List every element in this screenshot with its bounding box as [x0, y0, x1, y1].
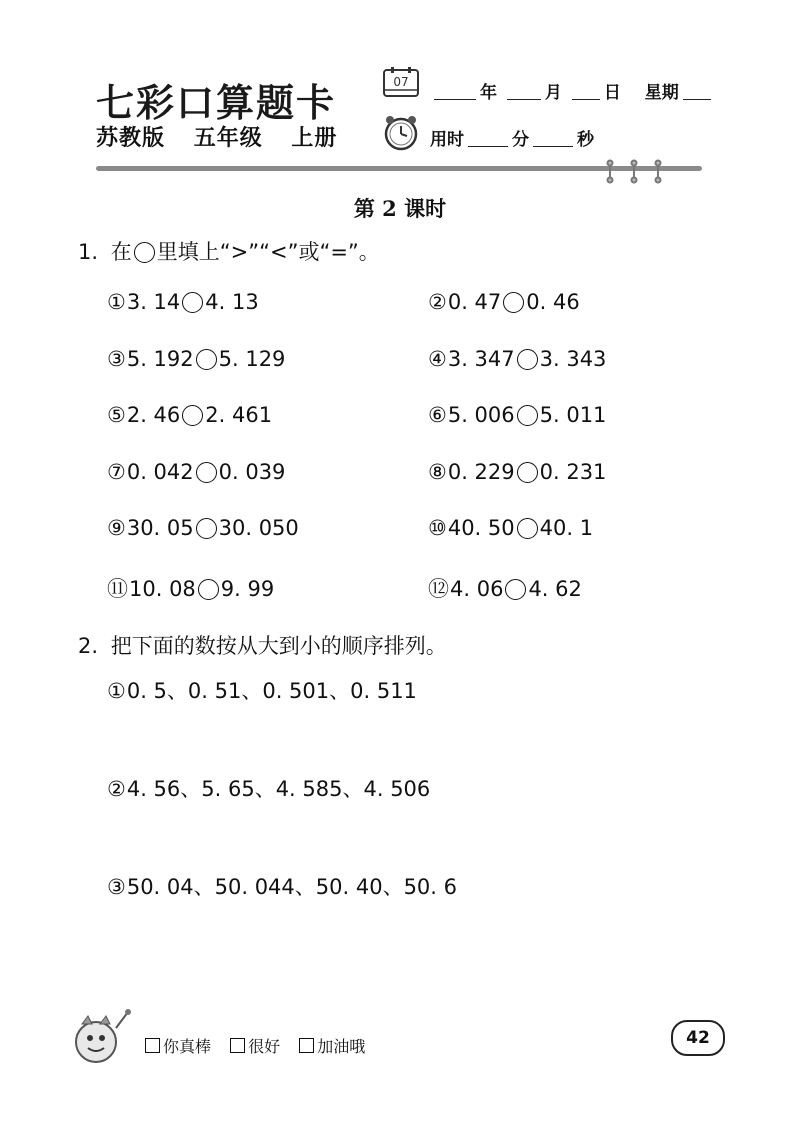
- answer-circle[interactable]: [196, 518, 217, 539]
- brand-title: 七彩口算题卡: [96, 81, 337, 125]
- answer-circle[interactable]: [517, 462, 538, 483]
- edition-grade: 五年级: [193, 126, 263, 151]
- feedback-options: [145, 1034, 379, 1057]
- circle-symbol: [134, 242, 155, 263]
- compare-item: ⑦0. 042 0. 039: [107, 459, 286, 484]
- feedback-option-great[interactable]: 你真棒: [145, 1037, 211, 1056]
- checkbox[interactable]: [230, 1038, 245, 1053]
- checkbox[interactable]: [299, 1038, 314, 1053]
- answer-circle[interactable]: [505, 579, 526, 600]
- compare-item: ⑨30. 05 30. 050: [107, 516, 299, 540]
- mascot-icon: [68, 1006, 134, 1068]
- answer-circle[interactable]: [517, 405, 538, 426]
- edition-volume: 上册: [291, 126, 338, 151]
- weekday-blank[interactable]: [683, 99, 711, 100]
- q2-item: ①0. 5、0. 51、0. 501、0. 511: [107, 679, 417, 703]
- compare-item: ⑧0. 229 0. 231: [428, 459, 607, 484]
- minutes-blank[interactable]: [468, 146, 508, 147]
- calendar-day: 07: [393, 75, 409, 89]
- answer-circle[interactable]: [182, 405, 203, 426]
- answer-circle[interactable]: [517, 349, 538, 370]
- day-blank[interactable]: [572, 99, 600, 100]
- edition-publisher: 苏教版: [96, 126, 166, 151]
- lesson-title: 第 2 课时: [353, 196, 447, 221]
- answer-circle[interactable]: [196, 349, 217, 370]
- compare-item: ⑩40. 50 40. 1: [428, 516, 594, 540]
- checkbox[interactable]: [145, 1038, 160, 1053]
- feedback-option-keep-going[interactable]: 加油哦: [299, 1037, 365, 1056]
- compare-item: ①3. 14 4. 13: [107, 290, 259, 314]
- date-fill-line: 年 月 日 星期: [430, 78, 715, 103]
- month-blank[interactable]: [507, 99, 541, 100]
- edition-label: [96, 121, 357, 152]
- q2-item: ③50. 04、50. 044、50. 40、50. 6: [107, 875, 458, 899]
- year-blank[interactable]: [434, 99, 476, 100]
- compare-item: ⑫4. 06 4. 62: [428, 576, 582, 601]
- q1-title: 1. 在 里填上“>”“<”或“=”。: [78, 240, 380, 264]
- answer-circle[interactable]: [503, 292, 524, 313]
- q2-item: ②4. 56、5. 65、4. 585、4. 506: [107, 777, 431, 801]
- feedback-option-good[interactable]: 很好: [230, 1037, 280, 1056]
- answer-circle[interactable]: [517, 518, 538, 539]
- clock-icon: [382, 114, 420, 152]
- answer-circle[interactable]: [182, 292, 203, 313]
- calendar-icon: [382, 66, 420, 98]
- page-number: 42: [671, 1020, 725, 1056]
- seconds-blank[interactable]: [533, 146, 573, 147]
- answer-circle[interactable]: [196, 462, 217, 483]
- pins-icon: [602, 158, 672, 186]
- compare-item: ②0. 47 0. 46: [428, 290, 580, 314]
- compare-item: ⑪10. 08 9. 99: [107, 576, 275, 601]
- answer-circle[interactable]: [198, 579, 219, 600]
- time-fill-line: 用时 分 秒: [430, 130, 594, 150]
- compare-item: ⑥5. 006 5. 011: [428, 403, 607, 427]
- compare-item: ④3. 347 3. 343: [428, 346, 607, 371]
- q2-title: 2. 把下面的数按从大到小的顺序排列。: [78, 634, 447, 658]
- compare-item: ③5. 192 5. 129: [107, 346, 286, 371]
- compare-item: ⑤2. 46 2. 461: [107, 403, 273, 427]
